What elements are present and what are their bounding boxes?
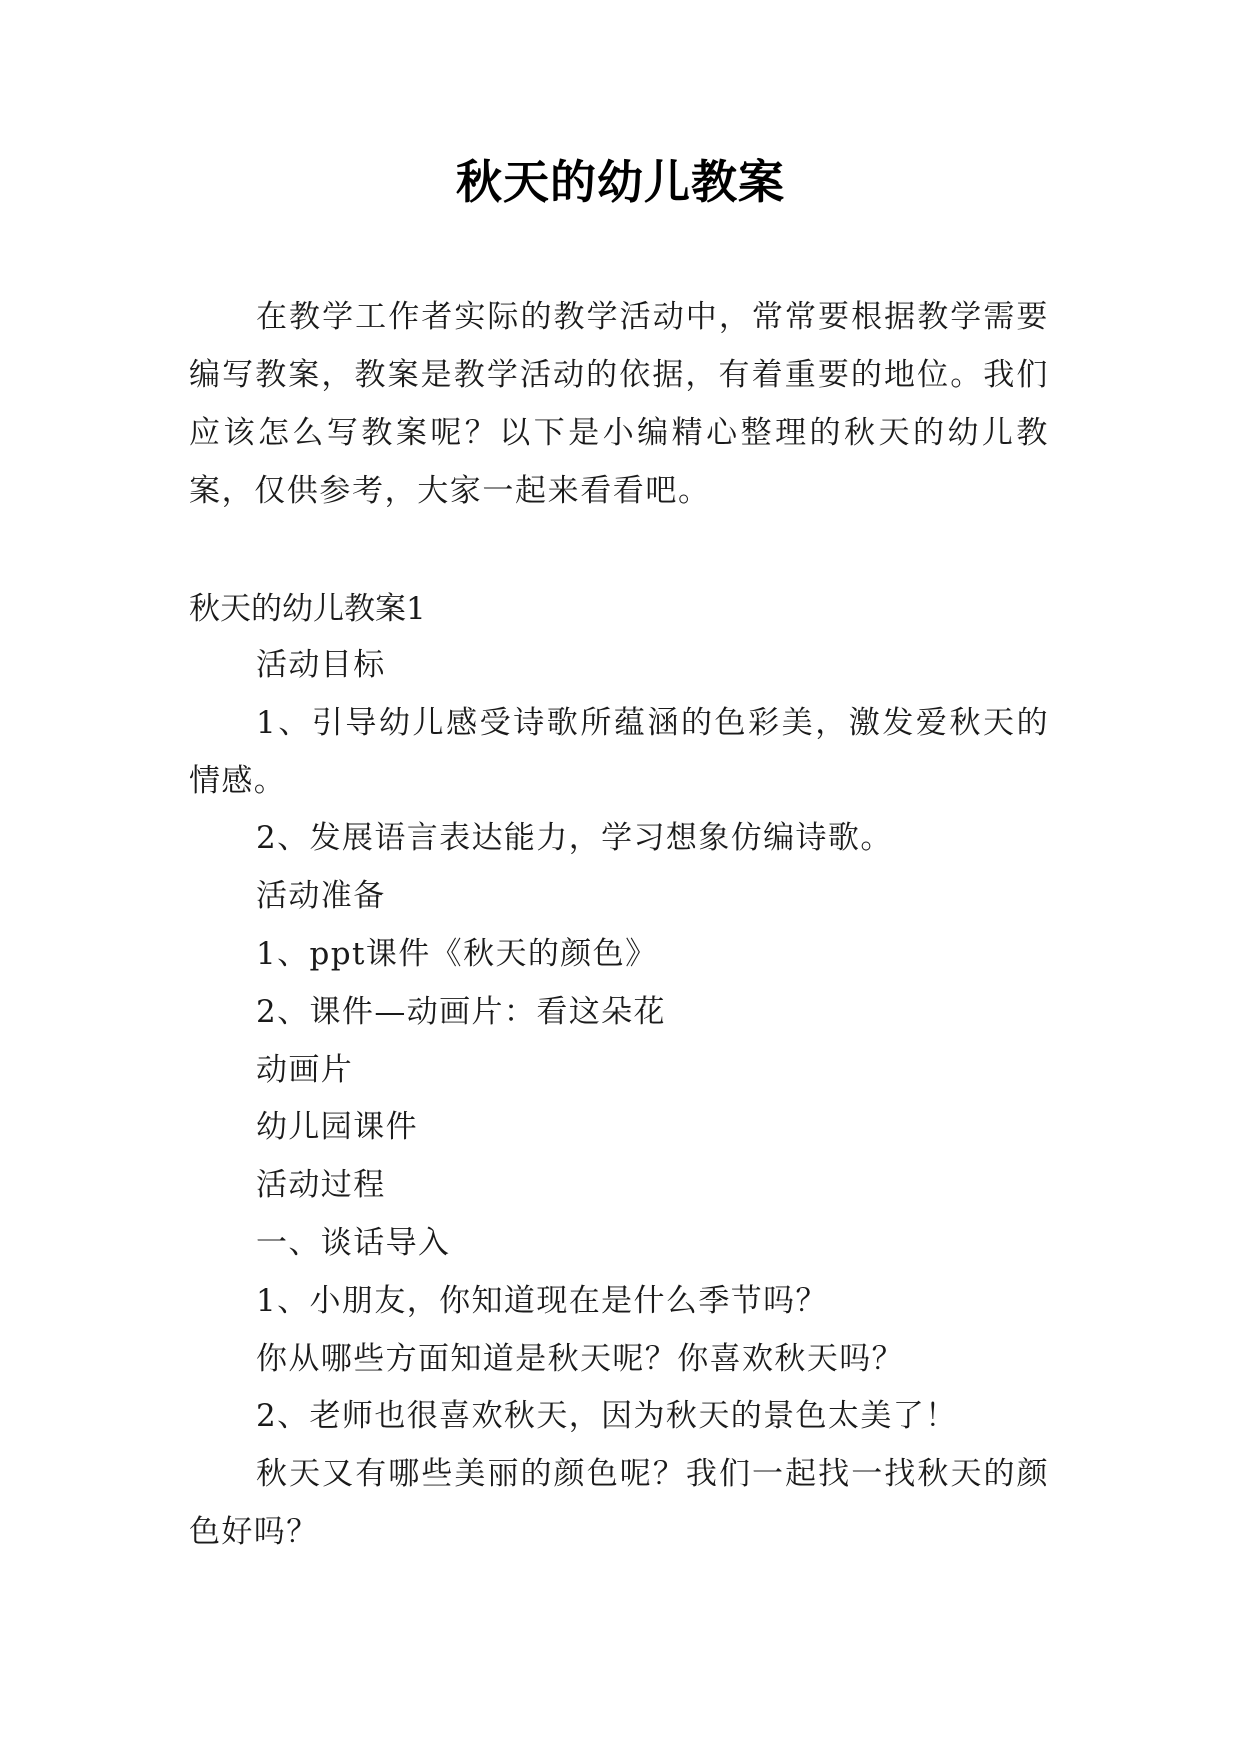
- process-question-2: 2、老师也很喜欢秋天，因为秋天的景色太美了！: [256, 1398, 958, 1435]
- preparation-note-courseware: 幼儿园课件: [256, 1109, 418, 1146]
- preparation-item-1: 1、ppt课件《秋天的颜色》: [256, 935, 658, 972]
- intro-paragraph: 在教学工作者实际的教学活动中，常常要根据教学需要编写教案，教案是教学活动的依据，有着重要的地位。我们应该怎么写教案呢？以下是小编精心整理的秋天的幼儿教案，仅供参考，大家一起来看看吧。: [189, 299, 1049, 509]
- goal-item-1: 1、引导幼儿感受诗歌所蕴涵的色彩美，激发爱秋天的情感。: [189, 704, 1049, 799]
- goal-item-2: 2、发展语言表达能力，学习想象仿编诗歌。: [256, 820, 893, 857]
- process-question-1: 1、小朋友，你知道现在是什么季节吗？: [256, 1282, 828, 1319]
- section-heading: 秋天的幼儿教案1: [189, 591, 426, 627]
- process-step-1-heading: 一、谈话导入: [256, 1224, 451, 1261]
- process-question-1b: 你从哪些方面知道是秋天呢？你喜欢秋天吗？: [256, 1340, 904, 1377]
- heading-activity-process: 活动过程: [256, 1167, 386, 1204]
- section-body: [189, 637, 1049, 1562]
- preparation-note-animation: 动画片: [256, 1051, 354, 1088]
- preparation-item-2: 2、课件—动画片：看这朵花: [256, 993, 666, 1030]
- heading-activity-goals: 活动目标: [256, 647, 386, 683]
- document-title: 秋天的幼儿教案: [456, 155, 785, 209]
- process-question-2b: 秋天又有哪些美丽的颜色呢？我们一起找一找秋天的颜色好吗？: [189, 1456, 1049, 1550]
- heading-activity-preparation: 活动准备: [256, 878, 386, 915]
